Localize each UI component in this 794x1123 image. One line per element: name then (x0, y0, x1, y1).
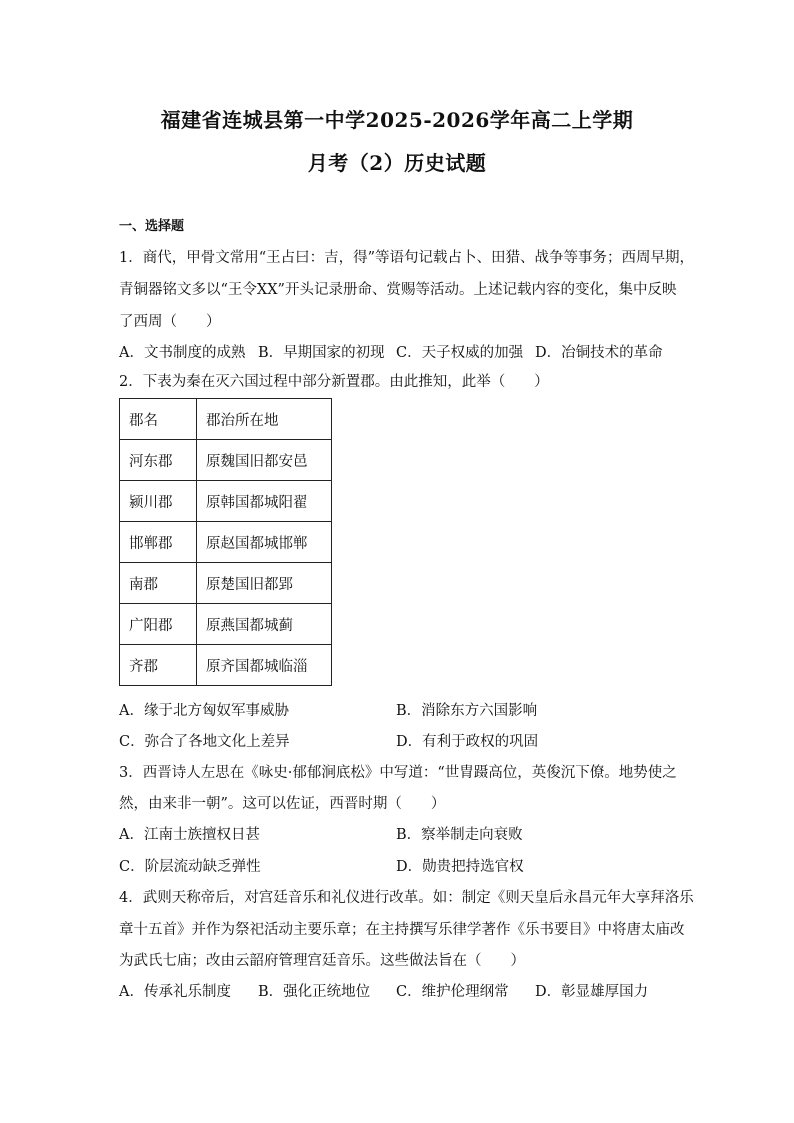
q3-option-d[interactable]: D．勋贵把持选官权 (396, 859, 524, 875)
q3-stem-line1: 3．西晋诗人左思在《咏史·郁郁涧底松》中写道：“世胄蹑高位，英俊沉下僚。地势使之 (119, 765, 677, 781)
q2-option-c[interactable]: C．弥合了各地文化上差异 (119, 734, 290, 750)
table-cell: 齐郡 (120, 645, 197, 686)
exam-title-line1: 福建省连城县第一中学2025-2026学年高二上学期 (160, 108, 634, 132)
table-cell: 颍川郡 (120, 481, 197, 522)
table-cell: 南郡 (120, 563, 197, 604)
q3-option-a[interactable]: A．江南士族擅权日甚 (119, 827, 260, 843)
q4-stem-line1: 4．武则天称帝后，对宫廷音乐和礼仪进行改革。如：制定《则天皇后永昌元年大享拜洛乐 (119, 890, 694, 906)
table-row (120, 563, 332, 604)
table-cell: 邯郸郡 (120, 522, 197, 563)
q3-options-row2 (119, 857, 679, 877)
q1-stem-line1: 1．商代，甲骨文常用“王占曰：吉，得”等语句记载占卜、田猎、战争等事务；西周早期， (119, 250, 695, 266)
q1-option-b[interactable]: B．早期国家的初现 (258, 345, 385, 361)
q3-option-b[interactable]: B．察举制走向衰败 (396, 827, 523, 843)
table-row (120, 645, 332, 686)
q2-table (119, 398, 332, 686)
q1-stem-line2: 青铜器铭文多以“王令XX”开头记录册命、赏赐等活动。上述记载内容的变化，集中反映 (119, 282, 677, 298)
table-cell: 河东郡 (120, 440, 197, 481)
table-row (120, 440, 332, 481)
q3-options-row1 (119, 825, 679, 845)
table-cell: 原楚国旧都郢 (197, 563, 332, 604)
q2-options-row2 (119, 732, 679, 752)
q4-option-d[interactable]: D．彰显雄厚国力 (535, 984, 649, 1000)
table-cell: 原赵国都城邯郸 (197, 522, 332, 563)
q1-option-a[interactable]: A．文书制度的成熟 (119, 345, 246, 361)
q1-options (119, 343, 679, 363)
q3-stem-line2: 然，由来非一朝”。这可以佐证，西晋时期（ ） (119, 796, 446, 812)
q2-option-a[interactable]: A．缘于北方匈奴军事威胁 (119, 703, 289, 719)
q3-option-c[interactable]: C．阶层流动缺乏弹性 (119, 859, 261, 875)
table-cell: 原韩国都城阳翟 (197, 481, 332, 522)
q2-option-b[interactable]: B．消除东方六国影响 (396, 703, 538, 719)
q4-stem-line2: 章十五首》并作为祭祀活动主要乐章；在主持撰写乐律学著作《乐书要目》中将唐太庙改 (119, 922, 685, 938)
table-row (120, 604, 332, 645)
q4-option-b[interactable]: B．强化正统地位 (258, 984, 371, 1000)
table-row (120, 522, 332, 563)
q4-option-a[interactable]: A．传承礼乐制度 (119, 984, 231, 1000)
q1-option-c[interactable]: C．天子权威的加强 (396, 345, 524, 361)
table-header-cell: 郡名 (120, 399, 197, 440)
q4-stem-line3: 为武氏七庙；改由云韶府管理宫廷音乐。这些做法旨在（ ） (119, 953, 525, 969)
table-header-cell: 郡治所在地 (197, 399, 332, 440)
exam-title-line2: 月考（2）历史试题 (307, 151, 487, 175)
q4-option-c[interactable]: C．维护伦理纲常 (396, 984, 509, 1000)
table-cell: 原魏国旧都安邑 (197, 440, 332, 481)
table-row (120, 481, 332, 522)
table-header-row (120, 399, 332, 440)
table-cell: 广阳郡 (120, 604, 197, 645)
q2-option-d[interactable]: D．有利于政权的巩固 (396, 734, 539, 750)
q4-options (119, 982, 679, 1002)
q2-options-row1 (119, 701, 679, 721)
table-cell: 原齐国都城临淄 (197, 645, 332, 686)
q1-stem-line3: 了西周（ ） (119, 314, 221, 330)
table-cell: 原燕国都城蓟 (197, 604, 332, 645)
q1-option-d[interactable]: D．冶铜技术的革命 (535, 345, 663, 361)
q2-stem: 2．下表为秦在灭六国过程中部分新置郡。由此推知，此举（ ） (119, 374, 549, 390)
section-heading: 一、选择题 (119, 219, 185, 234)
